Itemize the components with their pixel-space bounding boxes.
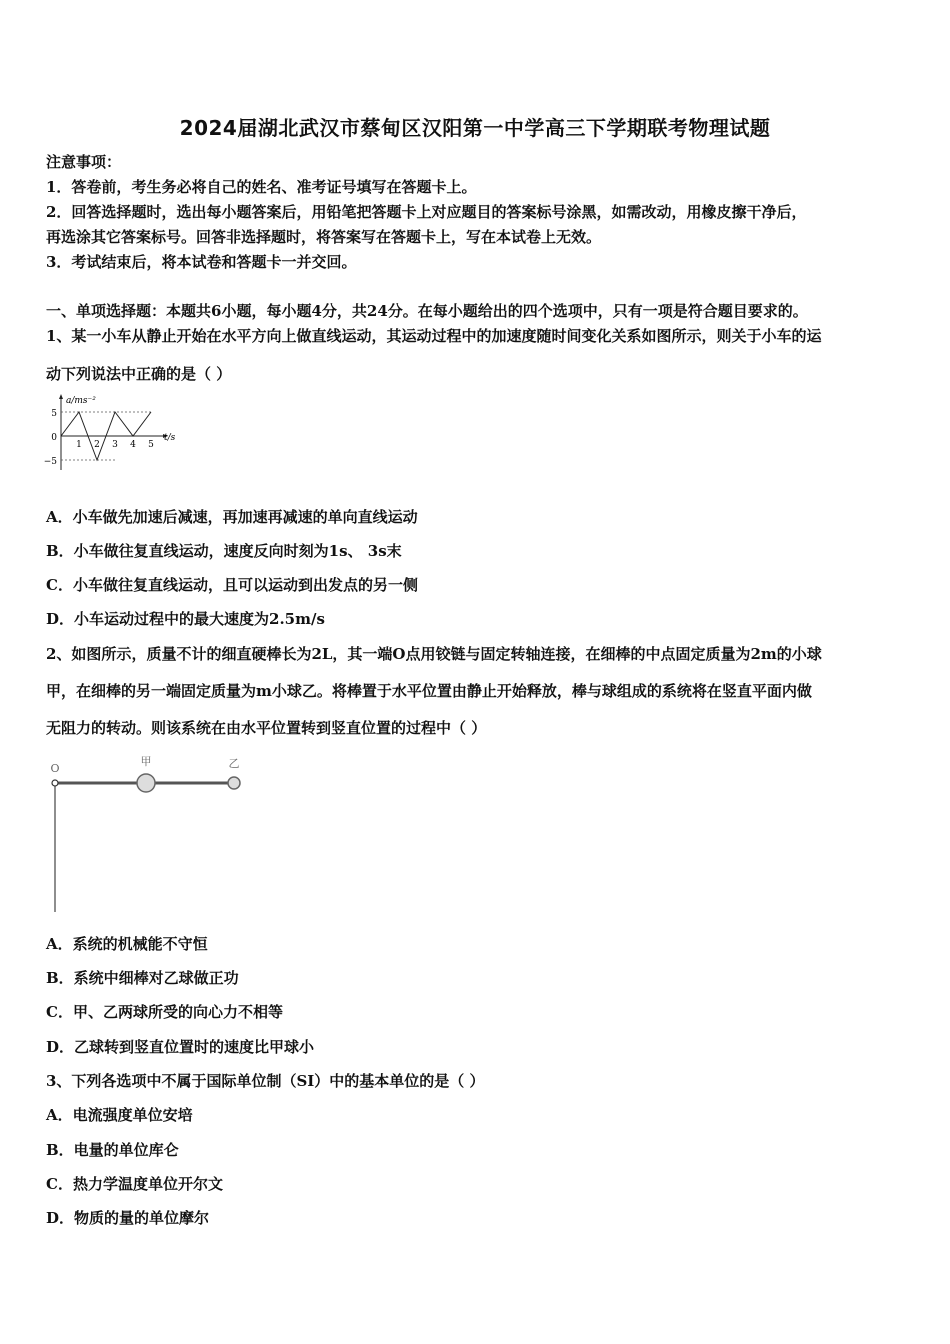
q3-option-b: B．电量的单位库仑: [46, 1141, 179, 1159]
q1-option-c: C．小车做往复直线运动，且可以运动到出发点的另一侧: [46, 576, 418, 594]
q1-option-b: B．小车做往复直线运动，速度反向时刻为1s、 3s末: [46, 542, 402, 560]
notice-item-2-cont: 再选涂其它答案标号。回答非选择题时，将答案写在答题卡上，写在本试卷上无效。: [46, 228, 602, 246]
q2-ball-yi: [228, 777, 240, 789]
q2-option-b: B．系统中细棒对乙球做正功: [46, 969, 239, 987]
q2-stem-line1: 2、如图所示，质量不计的细直硬棒长为2L，其一端O点用铰链与固定转轴连接，在细棒的中点固定质量为2m的小球: [46, 645, 822, 663]
q2-stem-line3: 无阻力的转动。则该系统在由水平位置转到竖直位置的过程中（ ）: [46, 719, 487, 737]
notice-item-2: 2．回答选择题时，选出每小题答案后，用铅笔把答题卡上对应题目的答案标号涂黑，如需改动，用橡皮擦干净后，: [46, 203, 807, 221]
notice-item-1: 1．答卷前，考生务必将自己的姓名、准考证号填写在答题卡上。: [46, 178, 477, 196]
q1-x-tick: 1: [76, 440, 82, 450]
q1-x-label: t/s: [164, 433, 176, 443]
q3-option-a: A．电流强度单位安培: [46, 1106, 193, 1124]
q2-label-jia: 甲: [140, 755, 152, 768]
page-title: 2024届湖北武汉市蔡甸区汉阳第一中学高三下学期联考物理试题: [179, 116, 771, 140]
q1-y-tick: −5: [44, 457, 57, 467]
q2-label-o: O: [50, 762, 60, 775]
q2-option-a: A．系统的机械能不守恒: [46, 935, 208, 953]
q1-x-tick: 3: [112, 440, 118, 450]
section-heading: 一、单项选择题：本题共6小题，每小题4分，共24分。在每小题给出的四个选项中，只有一项是符合题目要求的。: [46, 302, 808, 320]
notice-heading: 注意事项：: [46, 153, 122, 171]
q2-ball-jia: [137, 774, 155, 792]
q1-x-tick: 2: [94, 440, 100, 450]
q1-stem-line1: 1、某一小车从静止开始在水平方向上做直线运动，其运动过程中的加速度随时间变化关系如图所示，则关于小车的运: [46, 327, 822, 345]
q2-label-yi: 乙: [228, 757, 240, 770]
q2-rod-figure: [44, 750, 254, 916]
q2-option-c: C．甲、乙两球所受的向心力不相等: [46, 1003, 283, 1021]
q1-option-d: D．小车运动过程中的最大速度为2.5m/s: [46, 610, 325, 628]
q2-option-d: D．乙球转到竖直位置时的速度比甲球小: [46, 1038, 315, 1056]
q1-x-tick: 4: [130, 440, 136, 450]
q2-pivot-o: [52, 780, 58, 786]
q1-stem-line2: 动下列说法中正确的是（ ）: [46, 365, 232, 383]
q2-stem-line2: 甲，在细棒的另一端固定质量为m小球乙。将棒置于水平位置由静止开始释放，棒与球组成的系统将在竖直平面内做: [46, 682, 812, 700]
q1-y-tick: 5: [51, 409, 57, 419]
q1-option-a: A．小车做先加速后减速，再加速再减速的单向直线运动: [46, 508, 418, 526]
notice-item-3: 3．考试结束后，将本试卷和答题卡一并交回。: [46, 253, 357, 271]
q1-x-tick: 5: [148, 440, 154, 450]
q3-option-c: C．热力学温度单位开尔文: [46, 1175, 223, 1193]
q1-acceleration-graph: [44, 392, 194, 474]
q1-y-tick: 0: [51, 433, 57, 443]
q1-y-axis-arrow: [59, 394, 63, 399]
q3-option-d: D．物质的量的单位摩尔: [46, 1209, 210, 1227]
q1-y-label: a/ms⁻²: [66, 396, 96, 406]
q3-stem: 3、下列各选项中不属于国际单位制（SI）中的基本单位的是（ ）: [46, 1072, 485, 1090]
